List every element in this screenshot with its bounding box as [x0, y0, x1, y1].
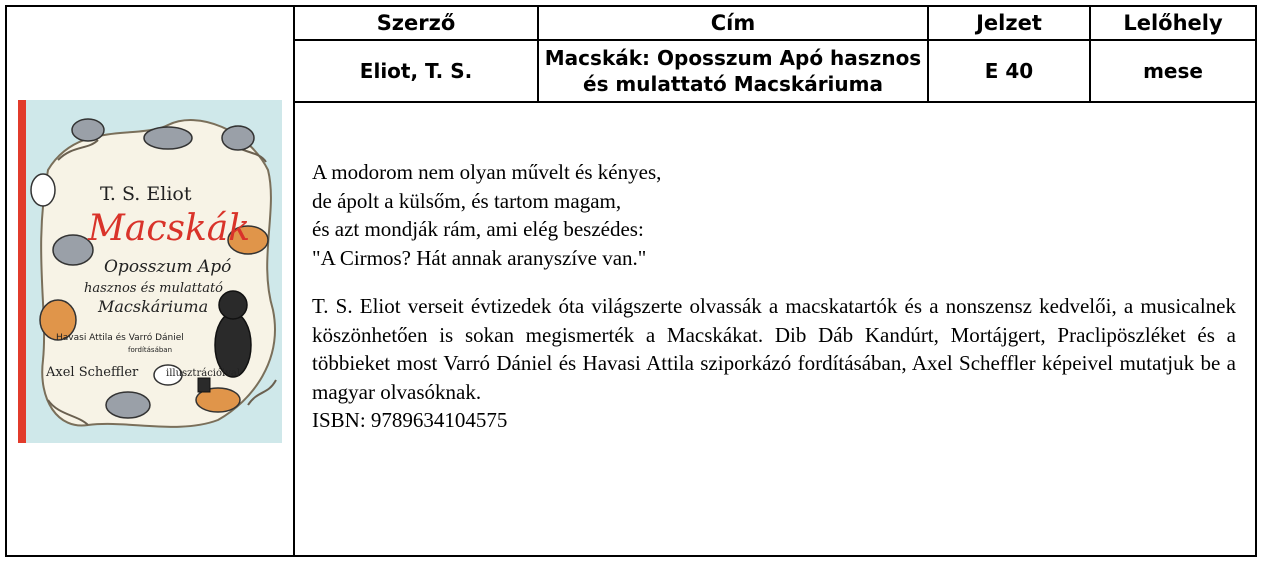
author-value: Eliot, T. S.: [359, 59, 473, 83]
cover-subtitle-line-3: Macskáriuma: [98, 297, 209, 316]
location-value: mese: [1143, 59, 1203, 83]
cover-illustration: [18, 100, 282, 443]
cover-author-text: T. S. Eliot: [100, 183, 192, 205]
poem-line: de ápolt a külsőm, és tartom magam,: [312, 188, 622, 213]
call-number-value: E 40: [984, 59, 1034, 83]
header-title: Cím: [710, 11, 756, 35]
poem-line: "A Cirmos? Hát annak aranyszíve van.": [312, 245, 647, 270]
poem-excerpt: [312, 158, 1236, 272]
cover-illustrator-text: Axel Scheffler: [46, 365, 139, 380]
book-cover-image: [18, 100, 282, 443]
header-author: Szerző: [376, 11, 456, 35]
cover-translators-text: Havasi Attila és Varró Dániel: [56, 333, 184, 343]
header-location: Lelőhely: [1123, 11, 1223, 35]
cover-illustrator-word: illusztrációival: [166, 368, 241, 379]
description-block: [312, 158, 1236, 435]
poem-line: A modorom nem olyan művelt és kényes,: [312, 160, 662, 184]
cover-title-text: Macskák: [88, 208, 251, 249]
description-text: T. S. Eliot verseit évtizedek óta világszerte olvassák a macskatartók és a nonszensz kedvelői, a musicalnek köszönhetően is sokan megismerték a Macskákat. Dib Dáb Kandúrt, Mortájgert, Praclipöszléket és a többieket most Varró Dániel és Havasi Attila sziporkázó fordításában, Axel Scheffler képeivel mutatjuk be a magyar olvasóknak.: [312, 294, 1236, 404]
title-line-2: és mulattató Macskáriuma: [583, 72, 883, 96]
title-value: [539, 41, 927, 101]
cover-translation-word: fordításában: [128, 346, 173, 354]
title-line-1: Macskák: Oposszum Apó hasznos: [544, 46, 922, 70]
header-call-number: Jelzet: [976, 11, 1042, 35]
grid-line: [295, 101, 1255, 103]
cover-subtitle-line-2: hasznos és mulattató: [84, 281, 224, 296]
isbn-text: ISBN: 9789634104575: [312, 408, 508, 432]
cover-subtitle-line-1: Oposszum Apó: [104, 257, 232, 277]
poem-line: és azt mondják rám, ami elég beszédes:: [312, 217, 644, 241]
